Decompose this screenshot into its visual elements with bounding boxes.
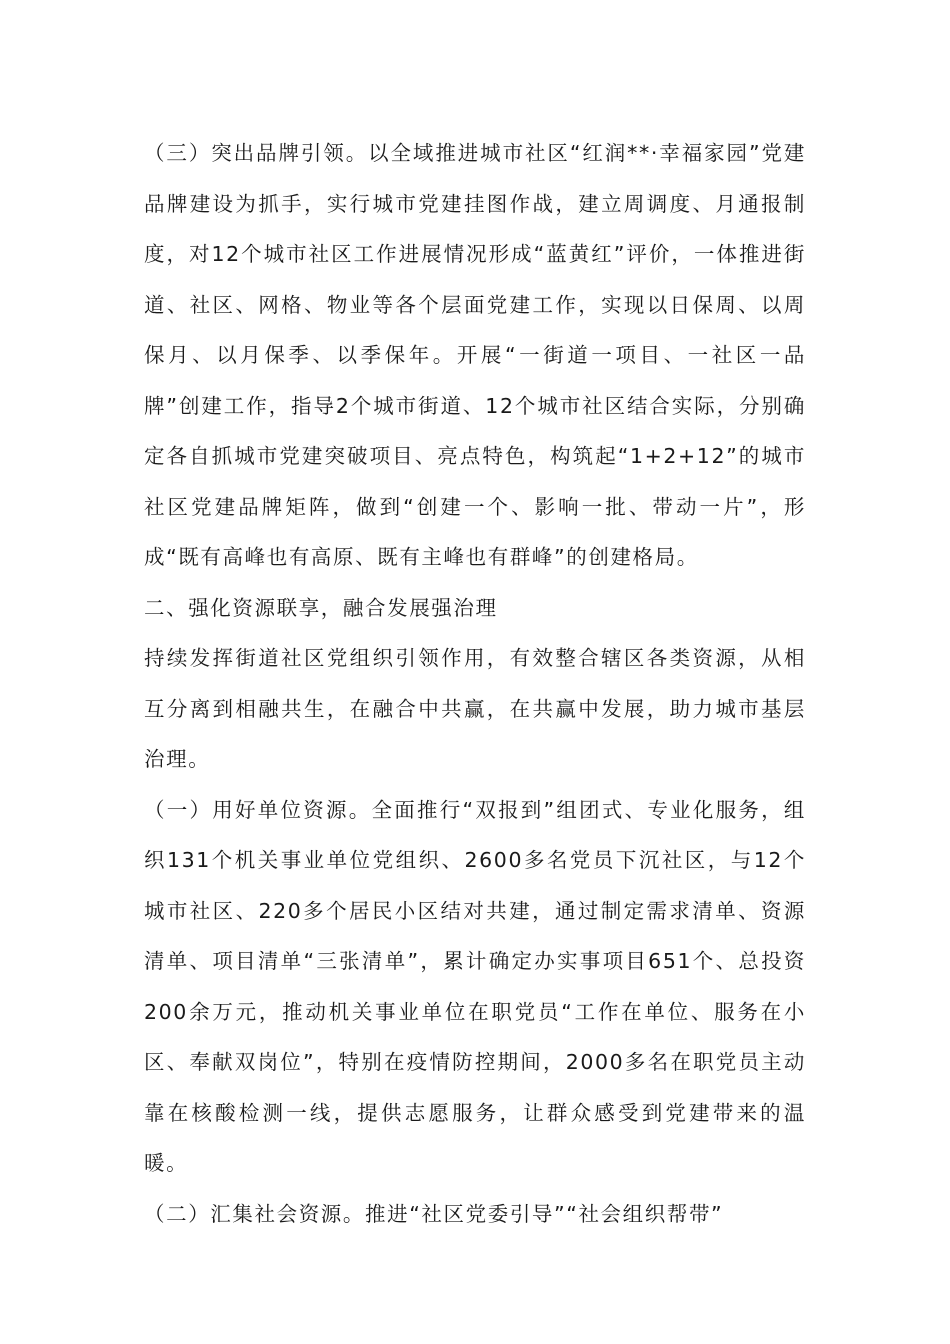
paragraph-section-intro: 持续发挥街道社区党组织引领作用，有效整合辖区各类资源，从相互分离到相融共生，在融合中共赢，在共赢中发展，助力城市基层治理。 bbox=[144, 646, 806, 771]
paragraph-social-resources: （二）汇集社会资源。推进“社区党委引导”“社会组织帮带” bbox=[144, 1201, 724, 1226]
document-body bbox=[144, 128, 806, 1239]
paragraph-unit-resources: （一）用好单位资源。全面推行“双报到”组团式、专业化服务，组织131个机关事业单位党组织、2600多名党员下沉社区，与12个城市社区、220多个居民小区结对共建，通过制定需求清单、资源清单、项目清单“三张清单”，累计确定办实事项目651个、总投资200余万元，推动机关事业单位在职党员“工作在单位、服务在小区、奉献双岗位”，特别在疫情防控期间，2000多名在职党员主动靠在核酸检测一线，提供志愿服务，让群众感受到党建带来的温暖。 bbox=[144, 797, 806, 1175]
paragraph-brand-leadership: （三）突出品牌引领。以全域推进城市社区“红润**·幸福家园”党建品牌建设为抓手，实行城市党建挂图作战，建立周调度、月通报制度，对12个城市社区工作进展情况形成“蓝黄红”评价，一体推进街道、社区、网格、物业等各个层面党建工作，实现以日保周、以周保月、以月保季、以季保年。开展“一街道一项目、一社区一品牌”创建工作，指导2个城市街道、12个城市社区结合实际，分别确定各自抓城市党建突破项目、亮点特色，构筑起“1+2+12”的城市社区党建品牌矩阵，做到“创建一个、影响一批、带动一片”，形成“既有高峰也有高原、既有主峰也有群峰”的创建格局。 bbox=[144, 141, 806, 569]
section-heading-resource-sharing: 二、强化资源联享，融合发展强治理 bbox=[144, 595, 498, 620]
